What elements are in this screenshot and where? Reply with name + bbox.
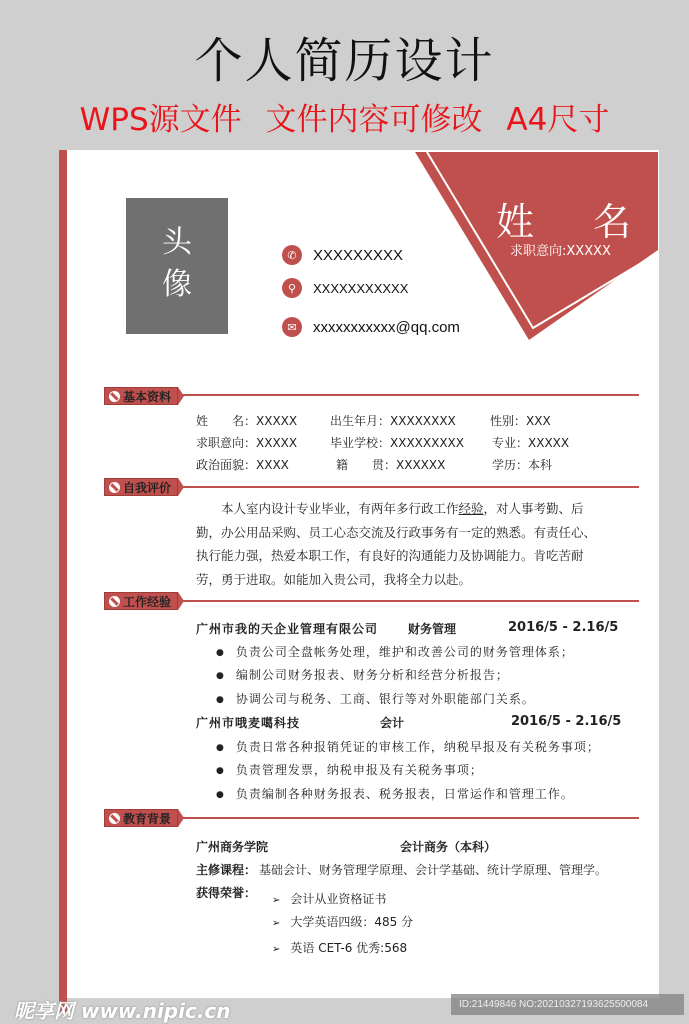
edu-major: 会计商务（本科） (400, 840, 497, 854)
basic-school: 毕业学校：XXXXXXXXX (330, 436, 464, 450)
job2-duty: ● 负责管理发票，纳税申报及有关税务事项； (216, 761, 483, 778)
basic-education: 学历：本科 (492, 458, 553, 472)
section-work-title: 工作经验 (123, 594, 172, 609)
job2-period: 2016/5 - 2.16/5 (511, 714, 622, 729)
banner-subtitle: WPS源文件 文件内容可修改 A4尺寸 (79, 102, 610, 138)
basic-name: 姓 名：XXXXX (196, 414, 298, 428)
job2-duty: ● 负责编制各种财务报表、税务报表，日常运作和管理工作。 (216, 785, 574, 802)
avatar-placeholder[interactable] (126, 198, 228, 334)
section-self-header (104, 477, 184, 497)
section-divider (182, 486, 639, 488)
section-basic-header (104, 386, 184, 406)
section-bullet-icon (109, 482, 120, 493)
edu-courses-label: 主修课程： (196, 863, 257, 877)
job2-duty: ● 负责日常各种报销凭证的审核工作，纳税早报及有关税务事项； (216, 738, 600, 755)
section-self-title: 自我评价 (123, 480, 172, 495)
basic-political: 政治面貌：XXXX (196, 458, 289, 472)
section-divider (182, 394, 639, 396)
job1-duty: ● 协调公司与税务、工商、银行等对外职能部门关系。 (216, 690, 535, 707)
job1-period: 2016/5 - 2.16/5 (508, 620, 619, 635)
mail-icon: ✉ (282, 317, 302, 337)
phone-icon: ✆ (282, 245, 302, 265)
avatar-label-1: 头 (162, 225, 192, 260)
job1-duty: ● 负责公司全盘帐务处理，维护和改善公司的财务管理体系； (216, 643, 574, 660)
phone-value: XXXXXXXXX (313, 246, 404, 264)
basic-major: 专业：XXXXX (492, 436, 570, 450)
name-second: 名 (592, 200, 631, 244)
section-divider (182, 600, 639, 602)
section-work-header (104, 591, 184, 611)
watermark-logo: 昵享网 www.nipic.cn (14, 999, 231, 1023)
section-education-title: 教育背景 (123, 811, 172, 826)
section-divider (182, 817, 639, 819)
section-bullet-icon (109, 596, 120, 607)
edu-courses: 基础会计、财务管理学原理、会计学基础、统计学原理、管理学。 (259, 863, 608, 877)
location-icon: ⚲ (282, 278, 302, 298)
avatar-label-2: 像 (162, 267, 192, 302)
basic-birth: 出生年月：XXXXXXXX (330, 414, 456, 428)
edu-honor: ➢ 英语 CET-6 优秀:568 (272, 939, 407, 956)
name-first: 姓 (496, 200, 535, 244)
job1-company: 广州市我的天企业管理有限公司 (196, 622, 379, 636)
self-eval-text: 本人室内设计专业毕业，有两年多行政工作经验，对人事考勤、后勤，办公用品采购、员工心态交流及行政事务有一定的熟悉。有责任心、执行能力强，热爱本职工作，有良好的沟通能力及协调能力。肯吃苦耐劳，勇于进取。如能加入贵公司，我将全力以赴。 (196, 501, 597, 587)
candidate-name (496, 191, 631, 246)
job-intent: 求职意向:XXXXX (510, 244, 611, 259)
basic-gender: 性别：XXX (490, 414, 551, 428)
job2-role: 会计 (380, 716, 405, 730)
section-basic-title: 基本资料 (123, 389, 172, 404)
section-bullet-icon (109, 813, 120, 824)
section-bullet-icon (109, 391, 120, 402)
contact-phone (282, 245, 403, 265)
basic-intent: 求职意向：XXXXX (196, 436, 298, 450)
watermark-id: ID:21449846 NO:20210327193625500084 (451, 994, 684, 1015)
job1-duty: ● 编制公司财务报表、财务分析和经营分析报告； (216, 666, 509, 683)
banner-title: 个人简历设计 (194, 33, 495, 89)
edu-honor: ➢ 大学英语四级：485 分 (272, 913, 413, 930)
job1-role: 财务管理 (408, 622, 457, 636)
edu-school: 广州商务学院 (196, 840, 269, 854)
email-value: xxxxxxxxxxx@qq.com (313, 318, 460, 336)
job2-company: 广州市哦麦噶科技 (196, 716, 301, 730)
contact-email (282, 317, 460, 337)
edu-honors-label: 获得荣誉： (196, 886, 257, 900)
edu-honor: ➢ 会计从业资格证书 (272, 890, 386, 907)
section-education-header (104, 808, 184, 828)
location-value: XXXXXXXXXXX (313, 280, 409, 296)
contact-location (282, 278, 408, 298)
basic-native: 籍 贯：XXXXXX (336, 458, 446, 472)
